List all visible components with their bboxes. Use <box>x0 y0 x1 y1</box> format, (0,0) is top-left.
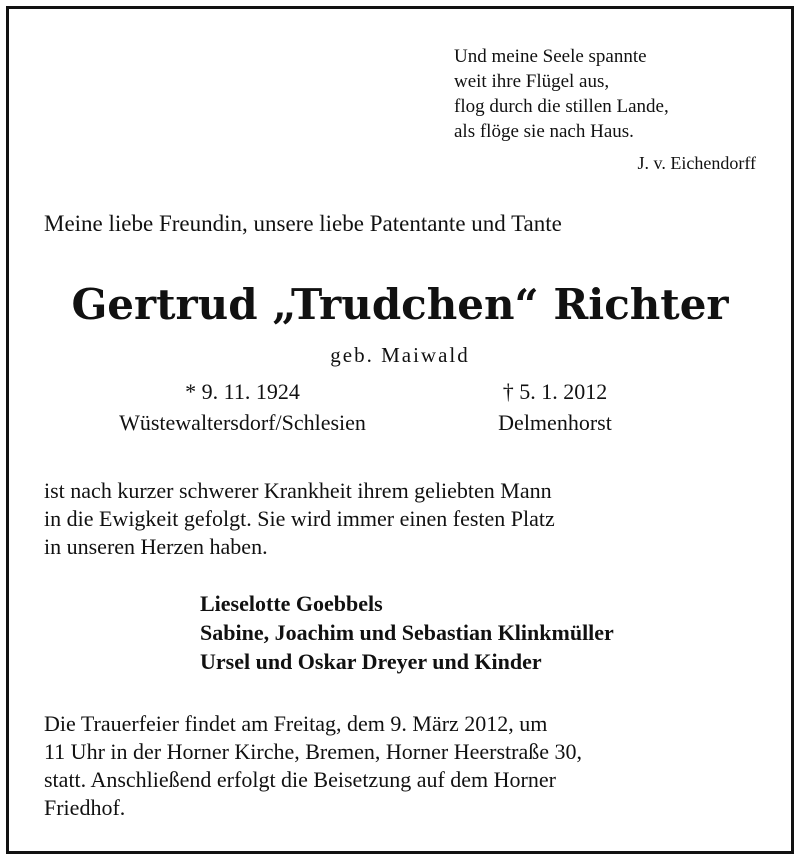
message-text <box>44 477 756 561</box>
death-date: † 5. 1. 2012 <box>502 379 608 404</box>
poem <box>454 44 754 144</box>
intro-text: Meine liebe Freundin, unsere liebe Patentante und Tante <box>44 211 562 236</box>
mourners-list <box>200 589 614 676</box>
birth-place: Wüstewaltersdorf/Schlesien <box>119 410 366 435</box>
poem-author: J. v. Eichendorff <box>637 153 756 173</box>
poem-line: als flöge sie nach Haus. <box>454 121 634 142</box>
birth-name: geb. Maiwald <box>330 343 470 367</box>
message-line: ist nach kurzer schwerer Krankheit ihrem geliebten Mann <box>44 478 552 503</box>
funeral-line: Die Trauerfeier findet am Freitag, dem 9. März 2012, um <box>44 711 548 736</box>
message-line: in unseren Herzen haben. <box>44 534 268 559</box>
funeral-line: 11 Uhr in der Horner Kirche, Bremen, Horner Heerstraße 30, <box>44 739 582 764</box>
funeral-line: statt. Anschließend erfolgt die Beisetzung auf dem Horner <box>44 767 556 792</box>
message-line: in die Ewigkeit gefolgt. Sie wird immer einen festen Platz <box>44 506 555 531</box>
birth-info <box>60 376 425 438</box>
death-place: Delmenhorst <box>498 410 612 435</box>
mourner-name: Lieselotte Goebbels <box>200 591 383 616</box>
death-info <box>460 376 650 438</box>
poem-line: Und meine Seele spannte <box>454 46 647 67</box>
mourner-name: Sabine, Joachim und Sebastian Klinkmüller <box>200 620 614 645</box>
birth-date: * 9. 11. 1924 <box>185 379 300 404</box>
funeral-text <box>44 710 756 822</box>
poem-line: flog durch die stillen Lande, <box>454 96 669 117</box>
deceased-name: Gertrud „Trudchen“ Richter <box>71 280 729 329</box>
poem-line: weit ihre Flügel aus, <box>454 71 610 92</box>
funeral-line: Friedhof. <box>44 795 126 820</box>
mourner-name: Ursel und Oskar Dreyer und Kinder <box>200 649 542 674</box>
